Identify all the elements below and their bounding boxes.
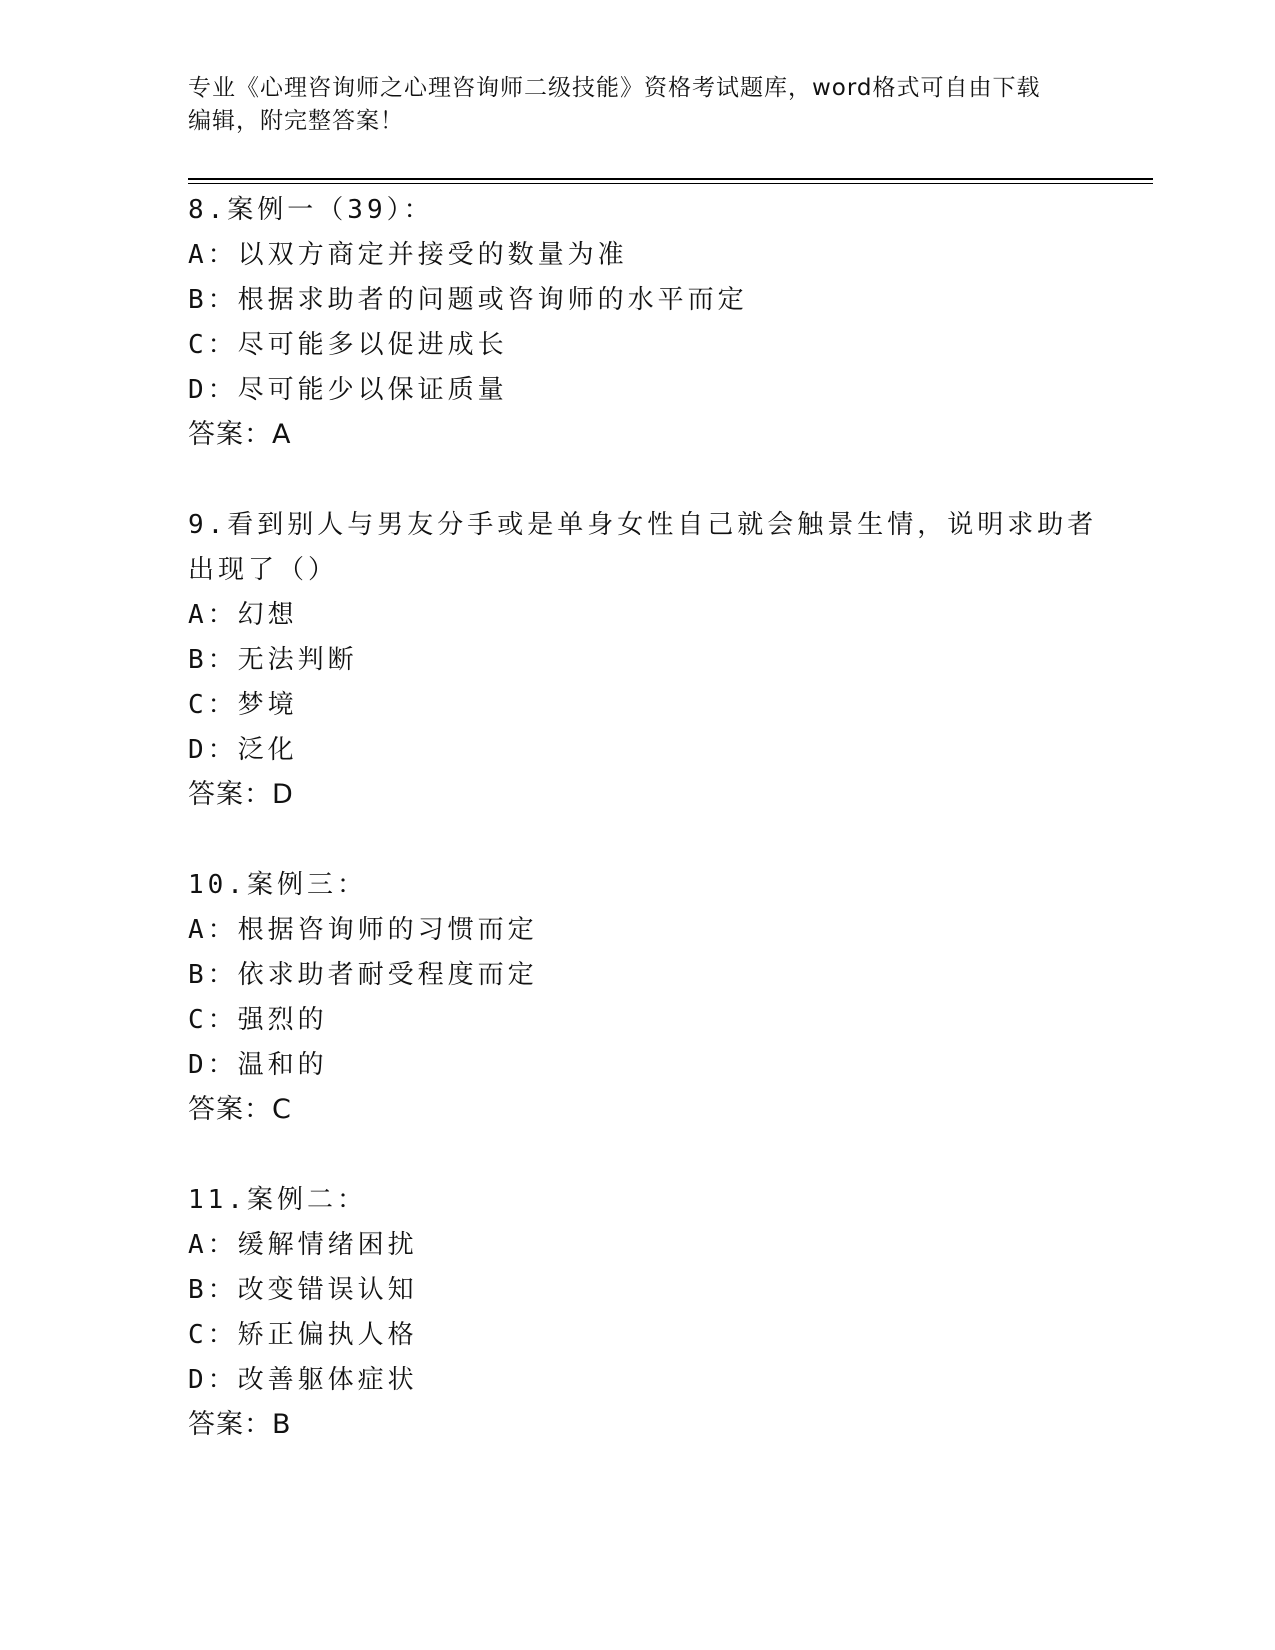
question-11-option-c: C：矫正偏执人格 bbox=[188, 1320, 418, 1350]
header-divider-thick bbox=[188, 178, 1153, 180]
document-header bbox=[188, 72, 1068, 138]
question-9-stem-line-1: 9.看到别人与男友分手或是单身女性自己就会触景生情，说明求助者 bbox=[188, 510, 1098, 540]
header-line-2: 编辑，附完整答案！ bbox=[188, 108, 404, 134]
question-11-option-b: B：改变错误认知 bbox=[188, 1275, 418, 1305]
question-11-option-a: A：缓解情绪困扰 bbox=[188, 1230, 418, 1260]
question-10-option-c: C：强烈的 bbox=[188, 1005, 328, 1035]
header-divider-thin bbox=[188, 183, 1153, 184]
question-9-option-a: A：幻想 bbox=[188, 600, 298, 630]
question-11-answer: 答案：B bbox=[188, 1409, 292, 1440]
question-11-option-d: D：改善躯体症状 bbox=[188, 1365, 418, 1395]
question-8-option-a: A：以双方商定并接受的数量为准 bbox=[188, 240, 628, 270]
question-11-stem: 11.案例二： bbox=[188, 1185, 367, 1215]
question-10-option-d: D：温和的 bbox=[188, 1050, 328, 1080]
question-9-option-b: B：无法判断 bbox=[188, 645, 358, 675]
question-8-stem: 8.案例一（39）： bbox=[188, 195, 434, 225]
header-line-1: 专业《心理咨询师之心理咨询师二级技能》资格考试题库，word格式可自由下载 bbox=[188, 75, 1041, 101]
question-8-option-b: B：根据求助者的问题或咨询师的水平而定 bbox=[188, 285, 748, 315]
question-10-stem: 10.案例三： bbox=[188, 870, 367, 900]
question-9-stem-line-2: 出现了（） bbox=[188, 555, 339, 585]
question-9-option-c: C：梦境 bbox=[188, 690, 298, 720]
question-10-option-a: A：根据咨询师的习惯而定 bbox=[188, 915, 538, 945]
question-9-option-d: D：泛化 bbox=[188, 735, 298, 765]
question-8-option-d: D：尽可能少以保证质量 bbox=[188, 375, 508, 405]
question-8-option-c: C：尽可能多以促进成长 bbox=[188, 330, 508, 360]
question-10-option-b: B：依求助者耐受程度而定 bbox=[188, 960, 538, 990]
question-8-answer: 答案：A bbox=[188, 419, 292, 450]
question-9-answer: 答案：D bbox=[188, 779, 294, 810]
question-10-answer: 答案：C bbox=[188, 1094, 292, 1125]
